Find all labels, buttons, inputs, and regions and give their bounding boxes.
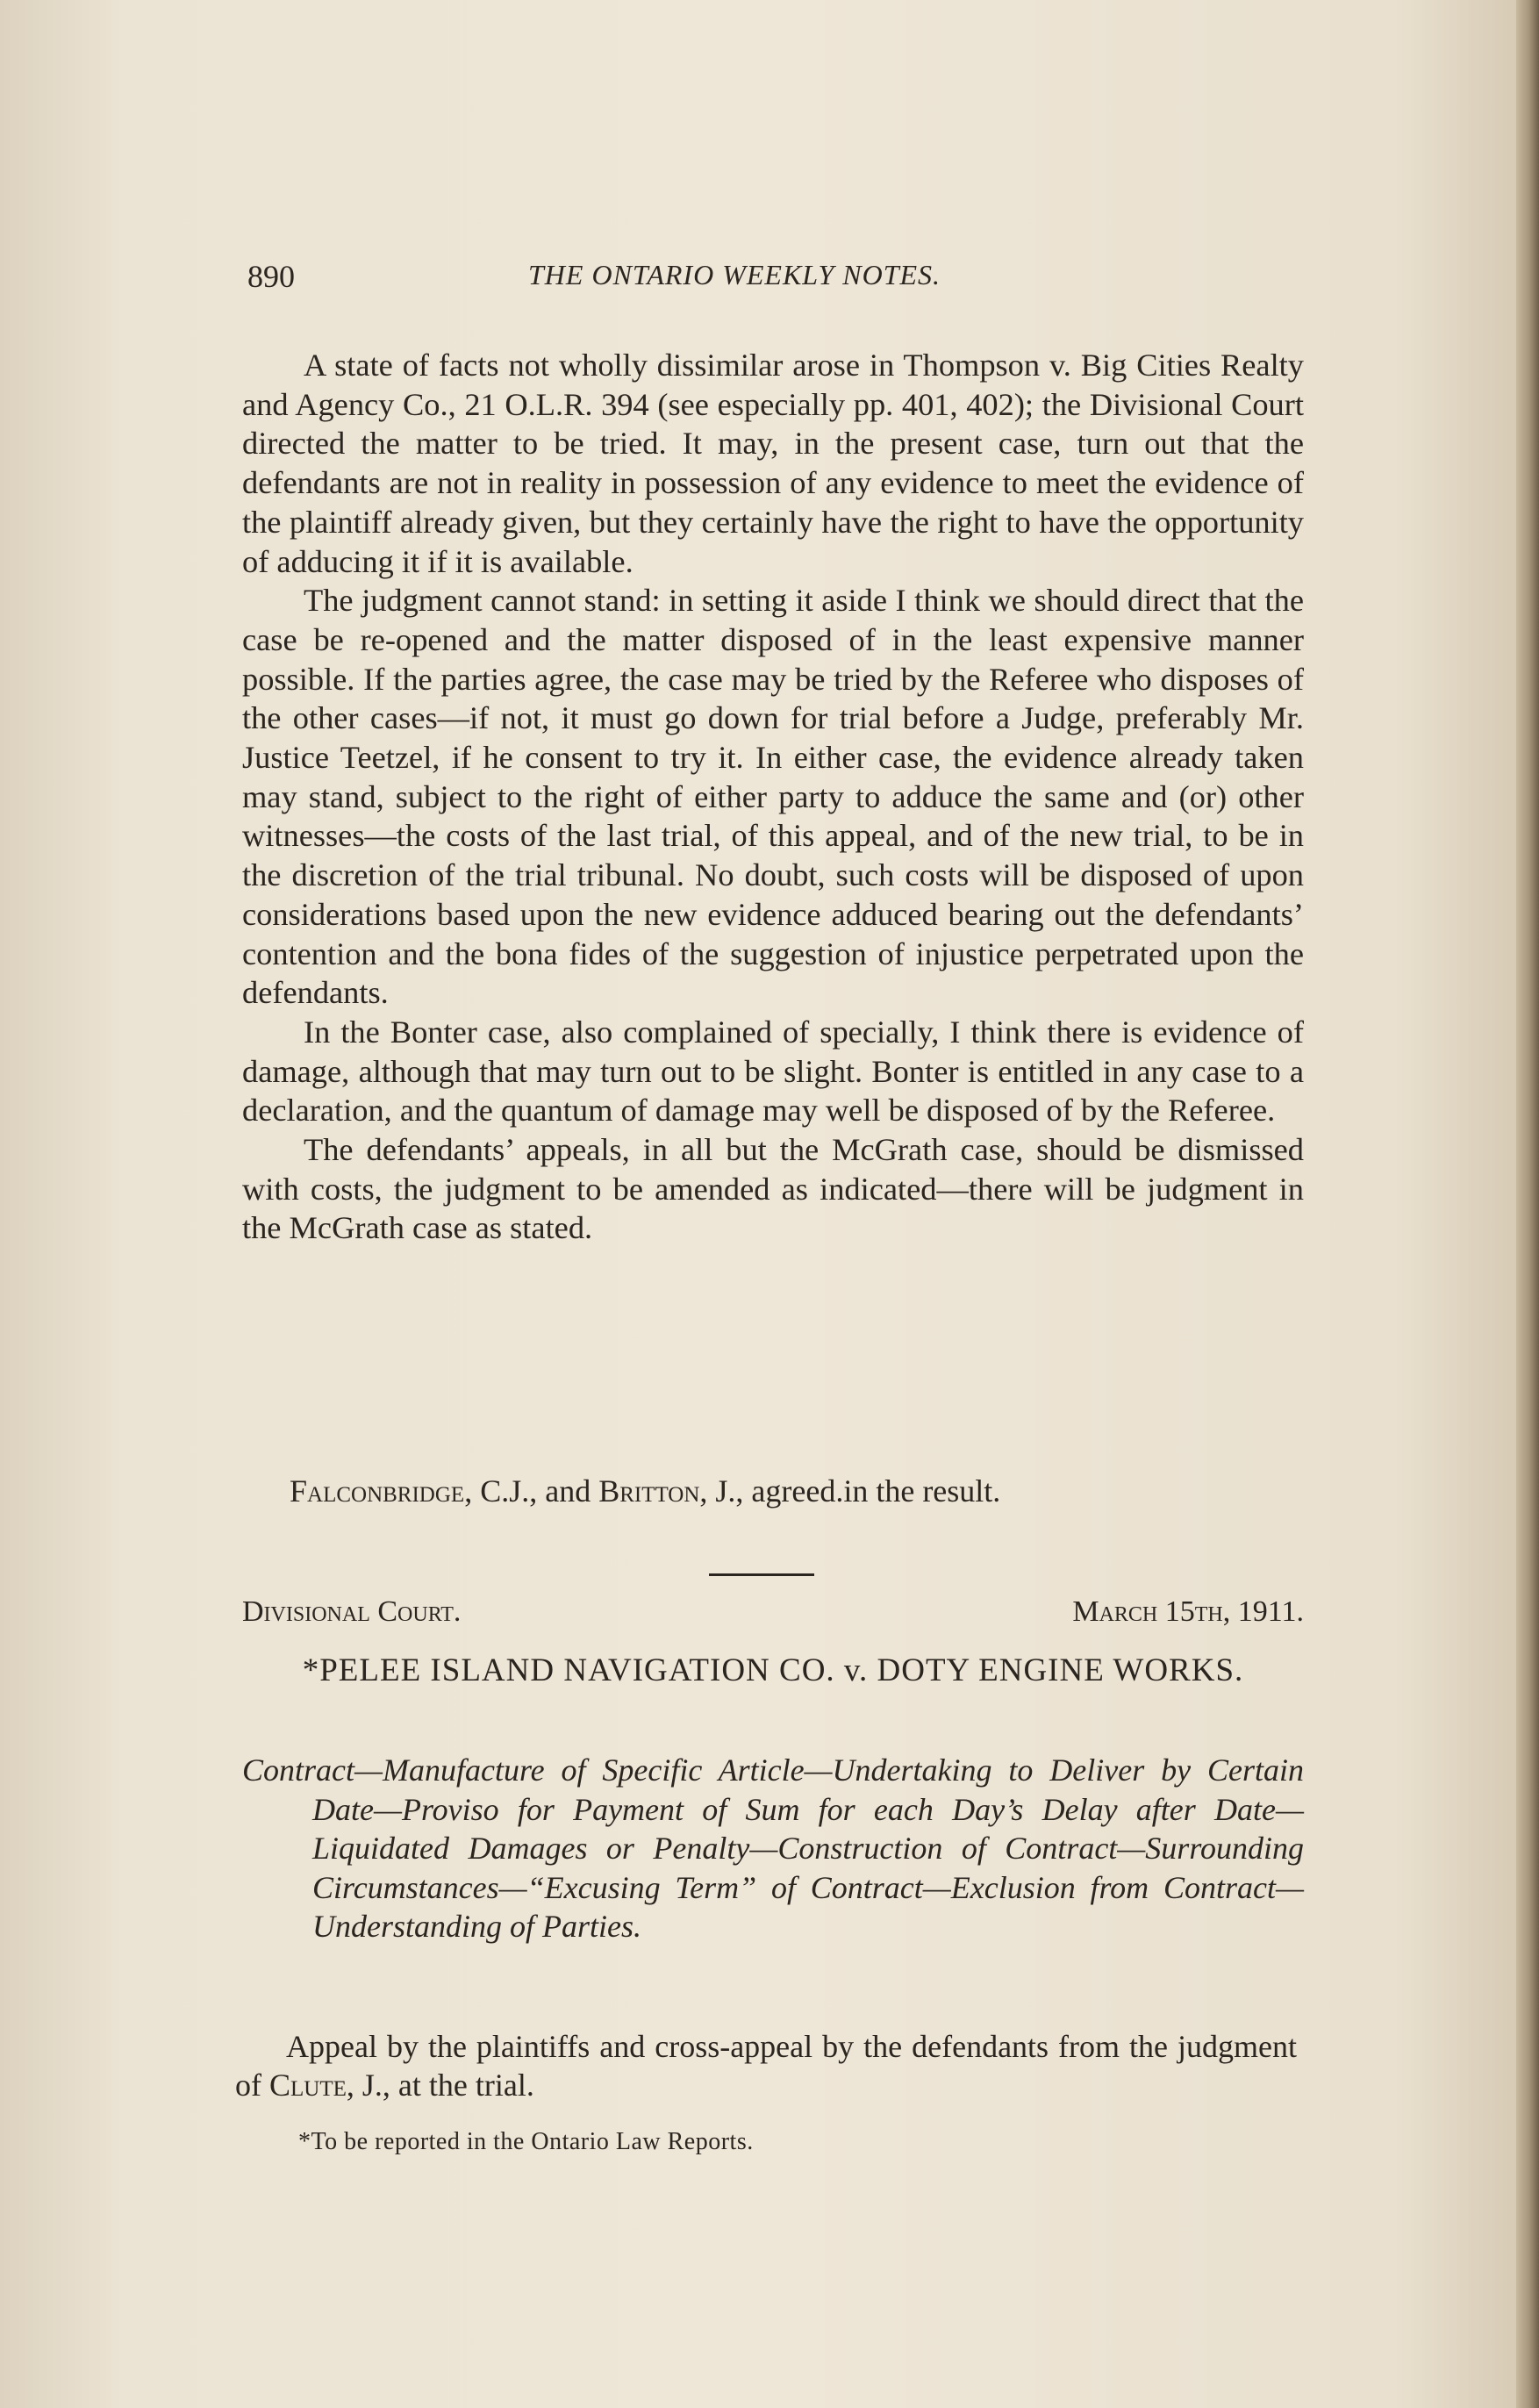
page-edge <box>1516 0 1539 2408</box>
judge-name: Clute <box>269 2068 347 2103</box>
concurrence-text: , C.J., and <box>464 1473 599 1509</box>
paragraph: A state of facts not wholly dissimilar arose in Thompson v. Big Cities Realty and Agency Co., 21 O.L.R. 394 (see especially pp. 401, 402); the Divisional Court directed the matter to be tried. It may, in the present case, turn out that the defendants are not in reality in possession of any evidence to meet the evidence of the plaintiff already given, but they certainly have the right to have the opportunity of adducing it if it is available. <box>242 348 1304 579</box>
appeal-text: Appeal by the plaintiffs and cross-appeal by the defendants from the judgment of <box>235 2029 1297 2103</box>
judge-name: Falconbridge <box>290 1473 465 1509</box>
appeal-text: , J., at the trial. <box>346 2068 534 2103</box>
appeal-statement <box>235 2027 1297 2104</box>
court-line <box>242 1595 1304 1634</box>
headnote: Contract—Manufacture of Specific Article—Undertaking to Deliver by Certain Date—Proviso for Payment of Sum for each Day’s Delay after Date—Liquidated Damages or Penalty—Construction of Contract—Surrounding Circumstances—“Excusing Term” of Contract—Exclusion from Contract—Understanding of Parties. <box>242 1752 1304 1944</box>
decision-date: March 15th, 1911. <box>1072 1595 1304 1628</box>
judge-name: Britton <box>598 1473 700 1509</box>
section-divider <box>709 1573 814 1576</box>
footnote: *To be reported in the Ontario Law Reports. <box>298 2128 754 2155</box>
paragraph: The judgment cannot stand: in setting it aside I think we should direct that the case be re-opened and the matter disposed of in the least expensive manner possible. If the parties agree, the case may be tried by the Referee who disposes of the other cases—if not, it must go down for trial before a Judge, preferably Mr. Justice Teetzel, if he consent to try it. In either case, the evidence already taken may stand, subject to the right of either party to adduce the same and (or) other witnesses—the costs of the last trial, of this appeal, and of the new trial, to be in the discretion of the trial tribunal. No doubt, such costs will be disposed of upon considerations based upon the new evidence adduced bearing out the defendants’ contention and the bona fides of the suggestion of injustice perpetrated upon the defendants. <box>242 583 1304 1011</box>
case-title: *PELEE ISLAND NAVIGATION CO. v. DOTY ENGINE WORKS. <box>302 1652 1244 1688</box>
page-number: 890 <box>247 259 295 294</box>
concurrence-line <box>290 1473 1000 1509</box>
page-header <box>247 258 1046 302</box>
paragraph: In the Bonter case, also complained of specially, I think there is evidence of damage, although that may turn out to be slight. Bonter is entitled in any case to a declaration, and the quantum of damage may well be disposed of by the Referee. <box>242 1014 1304 1129</box>
judgment-body <box>242 346 1304 1248</box>
court-name: Divisional Court. <box>242 1595 462 1628</box>
paragraph: The defendants’ appeals, in all but the McGrath case, should be dismissed with costs, the judgment to be amended as indicated—there will be judgment in the McGrath case as stated. <box>242 1132 1304 1246</box>
concurrence-text: , J., agreed.in the result. <box>699 1473 1001 1509</box>
running-head: THE ONTARIO WEEKLY NOTES. <box>528 259 941 290</box>
